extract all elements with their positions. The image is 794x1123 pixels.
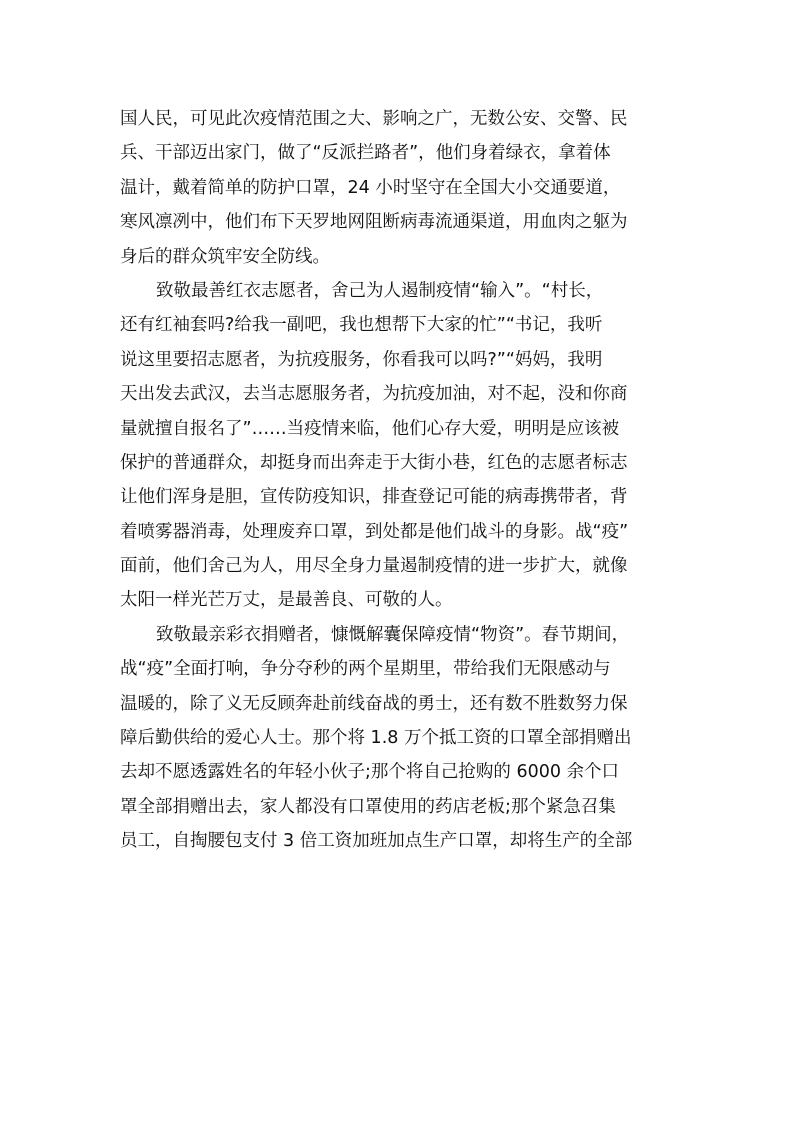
text-line: 说这里要招志愿者，为抗疫服务，你看我可以吗?”“妈妈，我明: [120, 349, 603, 370]
text-line: 太阳一样光芒万丈，是最善良、可敬的人。: [120, 590, 453, 611]
text-line: 障后勤供给的爱心人士。那个将 1.8 万个抵工资的口罩全部捐赠出: [120, 728, 632, 749]
text-line: 兵、干部迈出家门，做了“反派拦路者”，他们身着绿衣，拿着体: [120, 143, 611, 164]
text-line: 国人民，可见此次疫情范围之大、影响之广，无数公安、交警、民: [120, 109, 628, 129]
text-line: 量就擅自报名了”……当疫情来临，他们心存大爱，明明是应该被: [120, 418, 620, 439]
text-line: 战“疫”全面打响，争分夺秒的两个星期里，带给我们无限感动与: [120, 659, 611, 680]
text-line: 让他们浑身是胆，宣传防疫知识，排查登记可能的病毒携带者，背: [120, 487, 628, 508]
body-text: [120, 102, 665, 859]
text-line: 罩全部捐赠出去，家人都没有口罩使用的药店老板;那个紧急召集: [120, 796, 616, 817]
text-line: 去却不愿透露姓名的年轻小伙子;那个将自己抢购的 6000 余个口: [120, 762, 620, 783]
text-line: 员工，自掏腰包支付 3 倍工资加班加点生产口罩，却将生产的全部: [120, 831, 633, 852]
text-line: 身后的群众筑牢安全防线。: [120, 246, 330, 267]
paragraph-first-line: 致敬最亲彩衣捐赠者，慷慨解囊保障疫情“物资”。春节期间，: [156, 624, 630, 645]
paragraph-first-line: 致敬最善红衣志愿者，舍己为人遏制疫情“输入”。“村长，: [156, 280, 604, 301]
text-line: 天出发去武汉，去当志愿服务者，为抗疫加油，对不起，没和你商: [120, 384, 628, 405]
text-line: 还有红袖套吗?给我一副吧，我也想帮下大家的忙”“书记，我听: [120, 315, 603, 336]
text-line: 温计，戴着简单的防护口罩，24 小时坚守在全国大小交通要道，: [120, 177, 621, 198]
text-line: 着喷雾器消毒，处理废弃口罩，到处都是他们战斗的身影。战“疫”: [120, 521, 629, 542]
text-line: 面前，他们舍己为人，用尽全身力量遏制疫情的进一步扩大，就像: [120, 556, 628, 577]
text-line: 温暖的，除了义无反顾奔赴前线奋战的勇士，还有数不胜数努力保: [120, 693, 628, 714]
text-line: 保护的普通群众，却挺身而出奔走于大街小巷，红色的志愿者标志: [120, 452, 628, 473]
text-line: 寒风凛冽中，他们布下天罗地网阻断病毒流通渠道，用血肉之躯为: [120, 212, 628, 233]
